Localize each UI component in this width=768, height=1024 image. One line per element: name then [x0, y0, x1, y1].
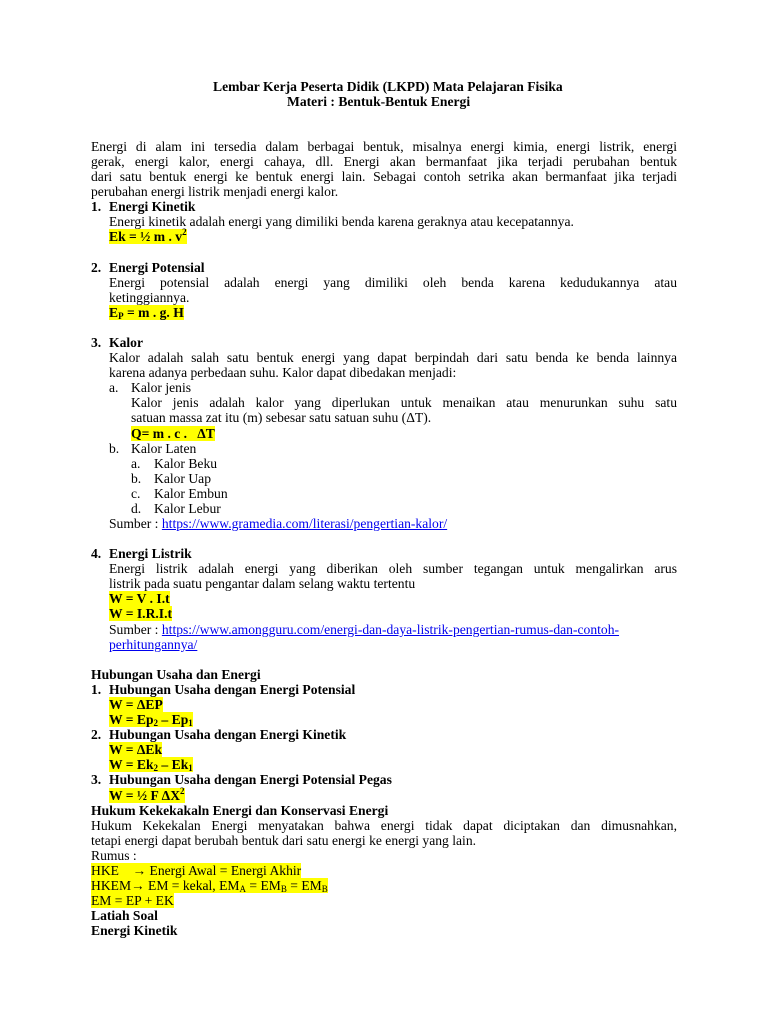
section-title: Kalor [109, 335, 143, 350]
hubungan-item [91, 727, 346, 742]
kinetik-description: Energi kinetik adalah energi yang dimiliki benda karena geraknya atau kecepatannya. [109, 214, 574, 229]
list-item [131, 471, 211, 486]
list-label: b. [131, 471, 142, 486]
list-item-text: Kalor Laten [131, 441, 197, 456]
formula-text: = EM [246, 878, 281, 893]
source-link[interactable]: https://www.gramedia.com/literasi/pengertian-kalor/ [161, 516, 448, 531]
kalor-jenis-description: Kalor jenis adalah kalor yang diperlukan untuk menaikan atau menurunkan suhu satu [131, 395, 677, 410]
formula-subscript: 2 [153, 718, 159, 728]
kalor-description: karena adanya perbedaan suhu. Kalor dapat dibedakan menjadi: [109, 365, 457, 380]
listrik-description: listrik pada suatu pengantar dalam selang waktu tertentu [109, 576, 416, 591]
formula-text: = m . g. H [123, 305, 184, 320]
list-item [131, 501, 221, 516]
list-item-text: Hubungan Usaha dengan Energi Potensial Pegas [109, 772, 392, 787]
list-label: c. [131, 486, 141, 501]
list-item-text: Kalor Embun [154, 486, 228, 501]
formula-text: E [109, 305, 119, 320]
hkem-formula [91, 878, 328, 893]
list-item-text: Kalor jenis [131, 380, 192, 395]
section-kalor-heading [91, 335, 143, 350]
list-item-text: Kalor Lebur [154, 501, 221, 516]
listrik-description: Energi listrik adalah energi yang diberikan oleh sumber tegangan untuk mengalirkan arus [109, 561, 677, 576]
intro-line: dari satu bentuk energi ke bentuk energi lain. Sebagai contoh setrika akan bermanfaat jika terjadi [91, 169, 677, 184]
formula-text: = EM [286, 878, 322, 893]
list-number: 1. [91, 682, 102, 697]
list-item-text: Kalor Beku [154, 456, 218, 471]
listrik-source-continued [109, 637, 197, 652]
formula-text: W = Ek [109, 757, 154, 772]
kalor-jenis-description: satuan massa zat itu (m) sebesar satu satuan suhu (ΔT). [131, 410, 432, 425]
listrik-formula [109, 606, 172, 621]
intro-line: Energi di alam ini tersedia dalam berbagai bentuk, misalnya energi kimia, energi listrik, energi [91, 139, 677, 154]
latihan-subheading: Energi Kinetik [91, 923, 178, 938]
formula-subscript: P [118, 311, 124, 321]
list-item [131, 456, 217, 471]
formula-subscript: B [280, 884, 287, 894]
formula-subscript: B [321, 884, 328, 894]
hukum-description: tetapi energi dapat berubah bentuk dari satu energi ke energi yang lain. [91, 833, 477, 848]
listrik-source [109, 622, 619, 637]
hubungan-formula [109, 757, 193, 772]
list-number: 2. [91, 727, 102, 742]
potensial-description: ketinggiannya. [109, 290, 190, 305]
hubungan-formula [109, 742, 162, 757]
section-potensial-heading [91, 260, 205, 275]
formula-subscript: 1 [188, 763, 193, 773]
potensial-description: Energi potensial adalah energi yang dimiliki oleh benda karena kedudukannya atau [109, 275, 677, 290]
hubungan-item [91, 682, 355, 697]
formula-text: W = I.R.I.t [109, 606, 173, 621]
section-listrik-heading [91, 546, 192, 561]
list-label: a. [109, 380, 119, 395]
list-number: 4. [91, 546, 102, 561]
list-number: 1. [91, 199, 102, 214]
section-title: Energi Listrik [109, 546, 192, 561]
formula-text: EM = EP + EK [91, 893, 174, 908]
kalor-description: Kalor adalah salah satu bentuk energi yang dapat berpindah dari satu benda ke benda lainnya [109, 350, 677, 365]
kinetik-formula [109, 229, 187, 244]
section-kinetik-heading [91, 199, 195, 214]
potensial-formula [109, 305, 184, 320]
document-title: Lembar Kerja Peserta Didik (LKPD) Mata Pelajaran Fisika [213, 79, 563, 94]
formula-subscript: 1 [188, 718, 193, 728]
list-item-text: Hubungan Usaha dengan Energi Potensial [109, 682, 356, 697]
formula-superscript: 2 [182, 227, 187, 237]
document-subtitle: Materi : Bentuk-Bentuk Energi [287, 94, 471, 109]
list-label: a. [131, 456, 141, 471]
source-link[interactable]: https://www.amongguru.com/energi-dan-daya-listrik-pengertian-rumus-dan-contoh- [161, 622, 620, 637]
formula-text: W = V . I.t [109, 591, 170, 606]
formula-text: HKE → Energi Awal = Energi Akhir [91, 863, 302, 878]
hubungan-heading: Hubungan Usaha dan Energi [91, 667, 261, 682]
list-number: 2. [91, 260, 102, 275]
source-label: Sumber : [109, 622, 162, 637]
formula-text: – Ek [158, 757, 189, 772]
rumus-label: Rumus : [91, 848, 137, 863]
formula-text: W = ΔEk [109, 742, 163, 757]
kalor-laten-item [109, 441, 196, 456]
list-number: 3. [91, 335, 102, 350]
formula-superscript: 2 [180, 786, 185, 796]
hubungan-formula [109, 697, 163, 712]
hukum-heading: Hukum Kekekakaln Energi dan Konservasi Energi [91, 803, 389, 818]
list-item-text: Kalor Uap [154, 471, 211, 486]
formula-text: Q= m . c . ΔT [131, 426, 215, 441]
hukum-description: Hukum Kekekalan Energi menyatakan bahwa energi tidak dapat diciptakan dan dimusnahkan, [91, 818, 677, 833]
hke-formula [91, 863, 301, 878]
formula-text: HKEM→ EM = kekal, EM [91, 878, 240, 893]
kalor-source [109, 516, 447, 531]
latihan-heading: Latiah Soal [91, 908, 158, 923]
kalor-jenis-formula [131, 426, 215, 441]
intro-line: gerak, energi kalor, energi cahaya, dll. Energi akan bermanfaat jika terjadi perubahan bentuk [91, 154, 677, 169]
hubungan-formula [109, 712, 193, 727]
em-formula [91, 893, 174, 908]
source-link[interactable]: perhitungannya/ [109, 637, 198, 652]
formula-text: Ek = ½ m . v [109, 229, 183, 244]
kalor-jenis-item [109, 380, 191, 395]
list-number: 3. [91, 772, 102, 787]
intro-line: perubahan energi listrik menjadi energi kalor. [91, 184, 339, 199]
formula-subscript: 2 [153, 763, 159, 773]
list-item [131, 486, 228, 501]
formula-text: – Ep [158, 712, 189, 727]
hubungan-item [91, 772, 392, 787]
hubungan-formula [109, 788, 185, 803]
list-item-text: Hubungan Usaha dengan Energi Kinetik [109, 727, 347, 742]
list-label: d. [131, 501, 142, 516]
formula-text: W = ΔEP [109, 697, 163, 712]
section-title: Energi Potensial [109, 260, 205, 275]
formula-text: W = Ep [109, 712, 154, 727]
list-label: b. [109, 441, 120, 456]
source-label: Sumber : [109, 516, 162, 531]
section-title: Energi Kinetik [109, 199, 196, 214]
formula-subscript: A [239, 884, 246, 894]
listrik-formula [109, 591, 170, 606]
formula-text: W = ½ F ΔX [109, 788, 181, 803]
